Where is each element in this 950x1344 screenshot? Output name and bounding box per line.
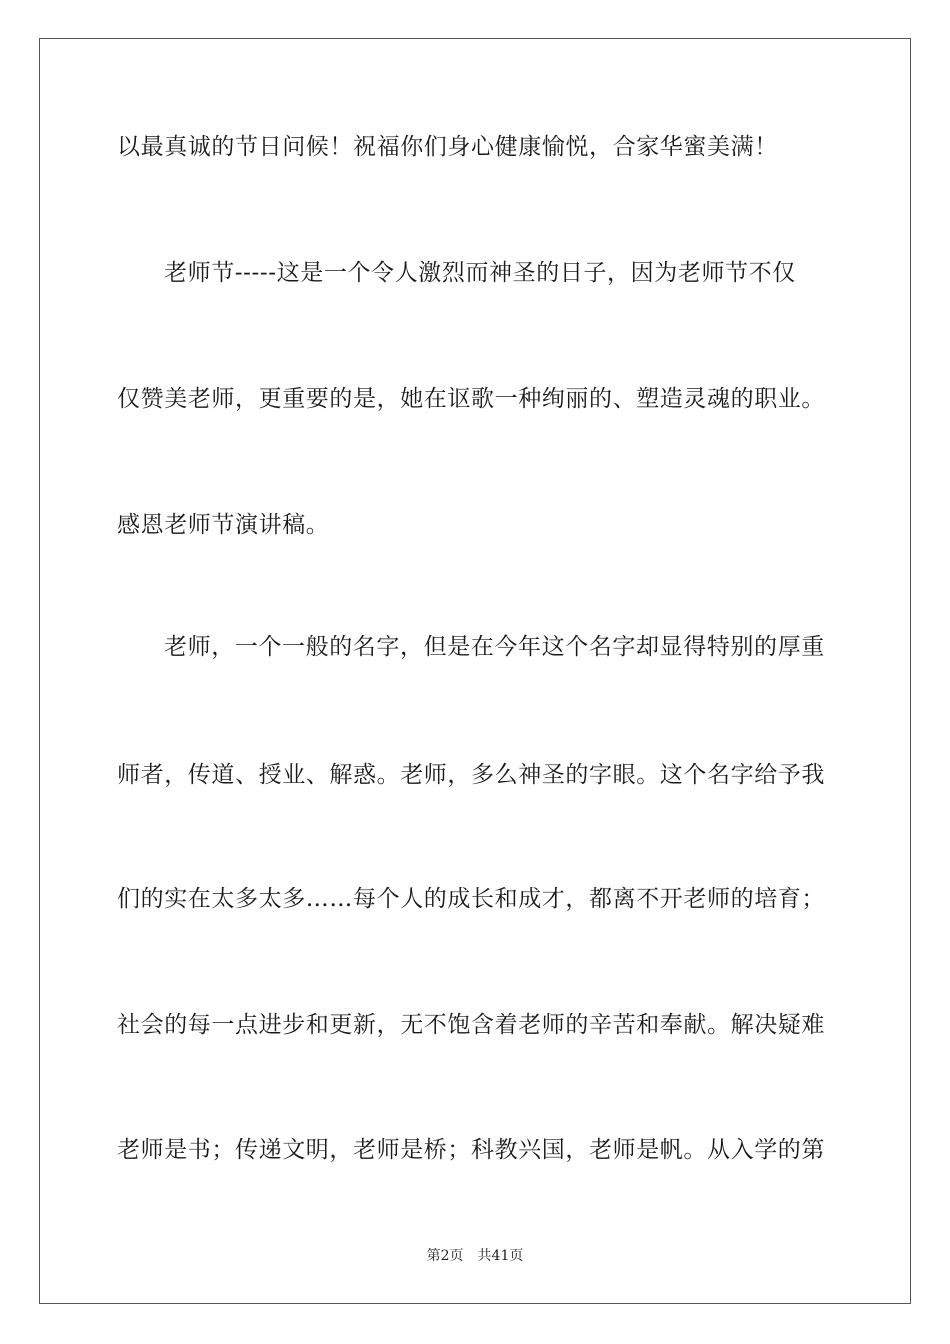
page-frame [39,38,911,1304]
body-text-line-3: 仅赞美老师，更重要的是，她在讴歌一种绚丽的、塑造灵魂的职业。 [117,386,825,412]
body-text-line-4: 感恩老师节演讲稿。 [117,512,330,538]
body-text-line-6: 师者，传道、授业、解惑。老师，多么神圣的字眼。这个名字给予我 [117,762,825,788]
body-text-line-7: 们的实在太多太多……每个人的成长和成才，都离不开老师的培育； [117,886,825,912]
body-text-line-2: 老师节-----这是一个令人激烈而神圣的日子，因为老师节不仅 [164,260,796,286]
body-text-line-1: 以最真诚的节日问候！祝福你们身心健康愉悦，合家华蜜美满！ [117,134,778,160]
page-footer [0,1247,950,1265]
body-text-line-5: 老师，一个一般的名字，但是在今年这个名字却显得特别的厚重 [164,634,825,660]
page-number: 第2页 [426,1248,464,1264]
body-text-line-8: 社会的每一点进步和更新，无不饱含着老师的辛苦和奉献。解决疑难 [117,1012,825,1038]
body-text-line-9: 老师是书；传递文明，老师是桥；科教兴国，老师是帆。从入学的第 [117,1137,825,1163]
page-total: 共41页 [477,1248,524,1264]
